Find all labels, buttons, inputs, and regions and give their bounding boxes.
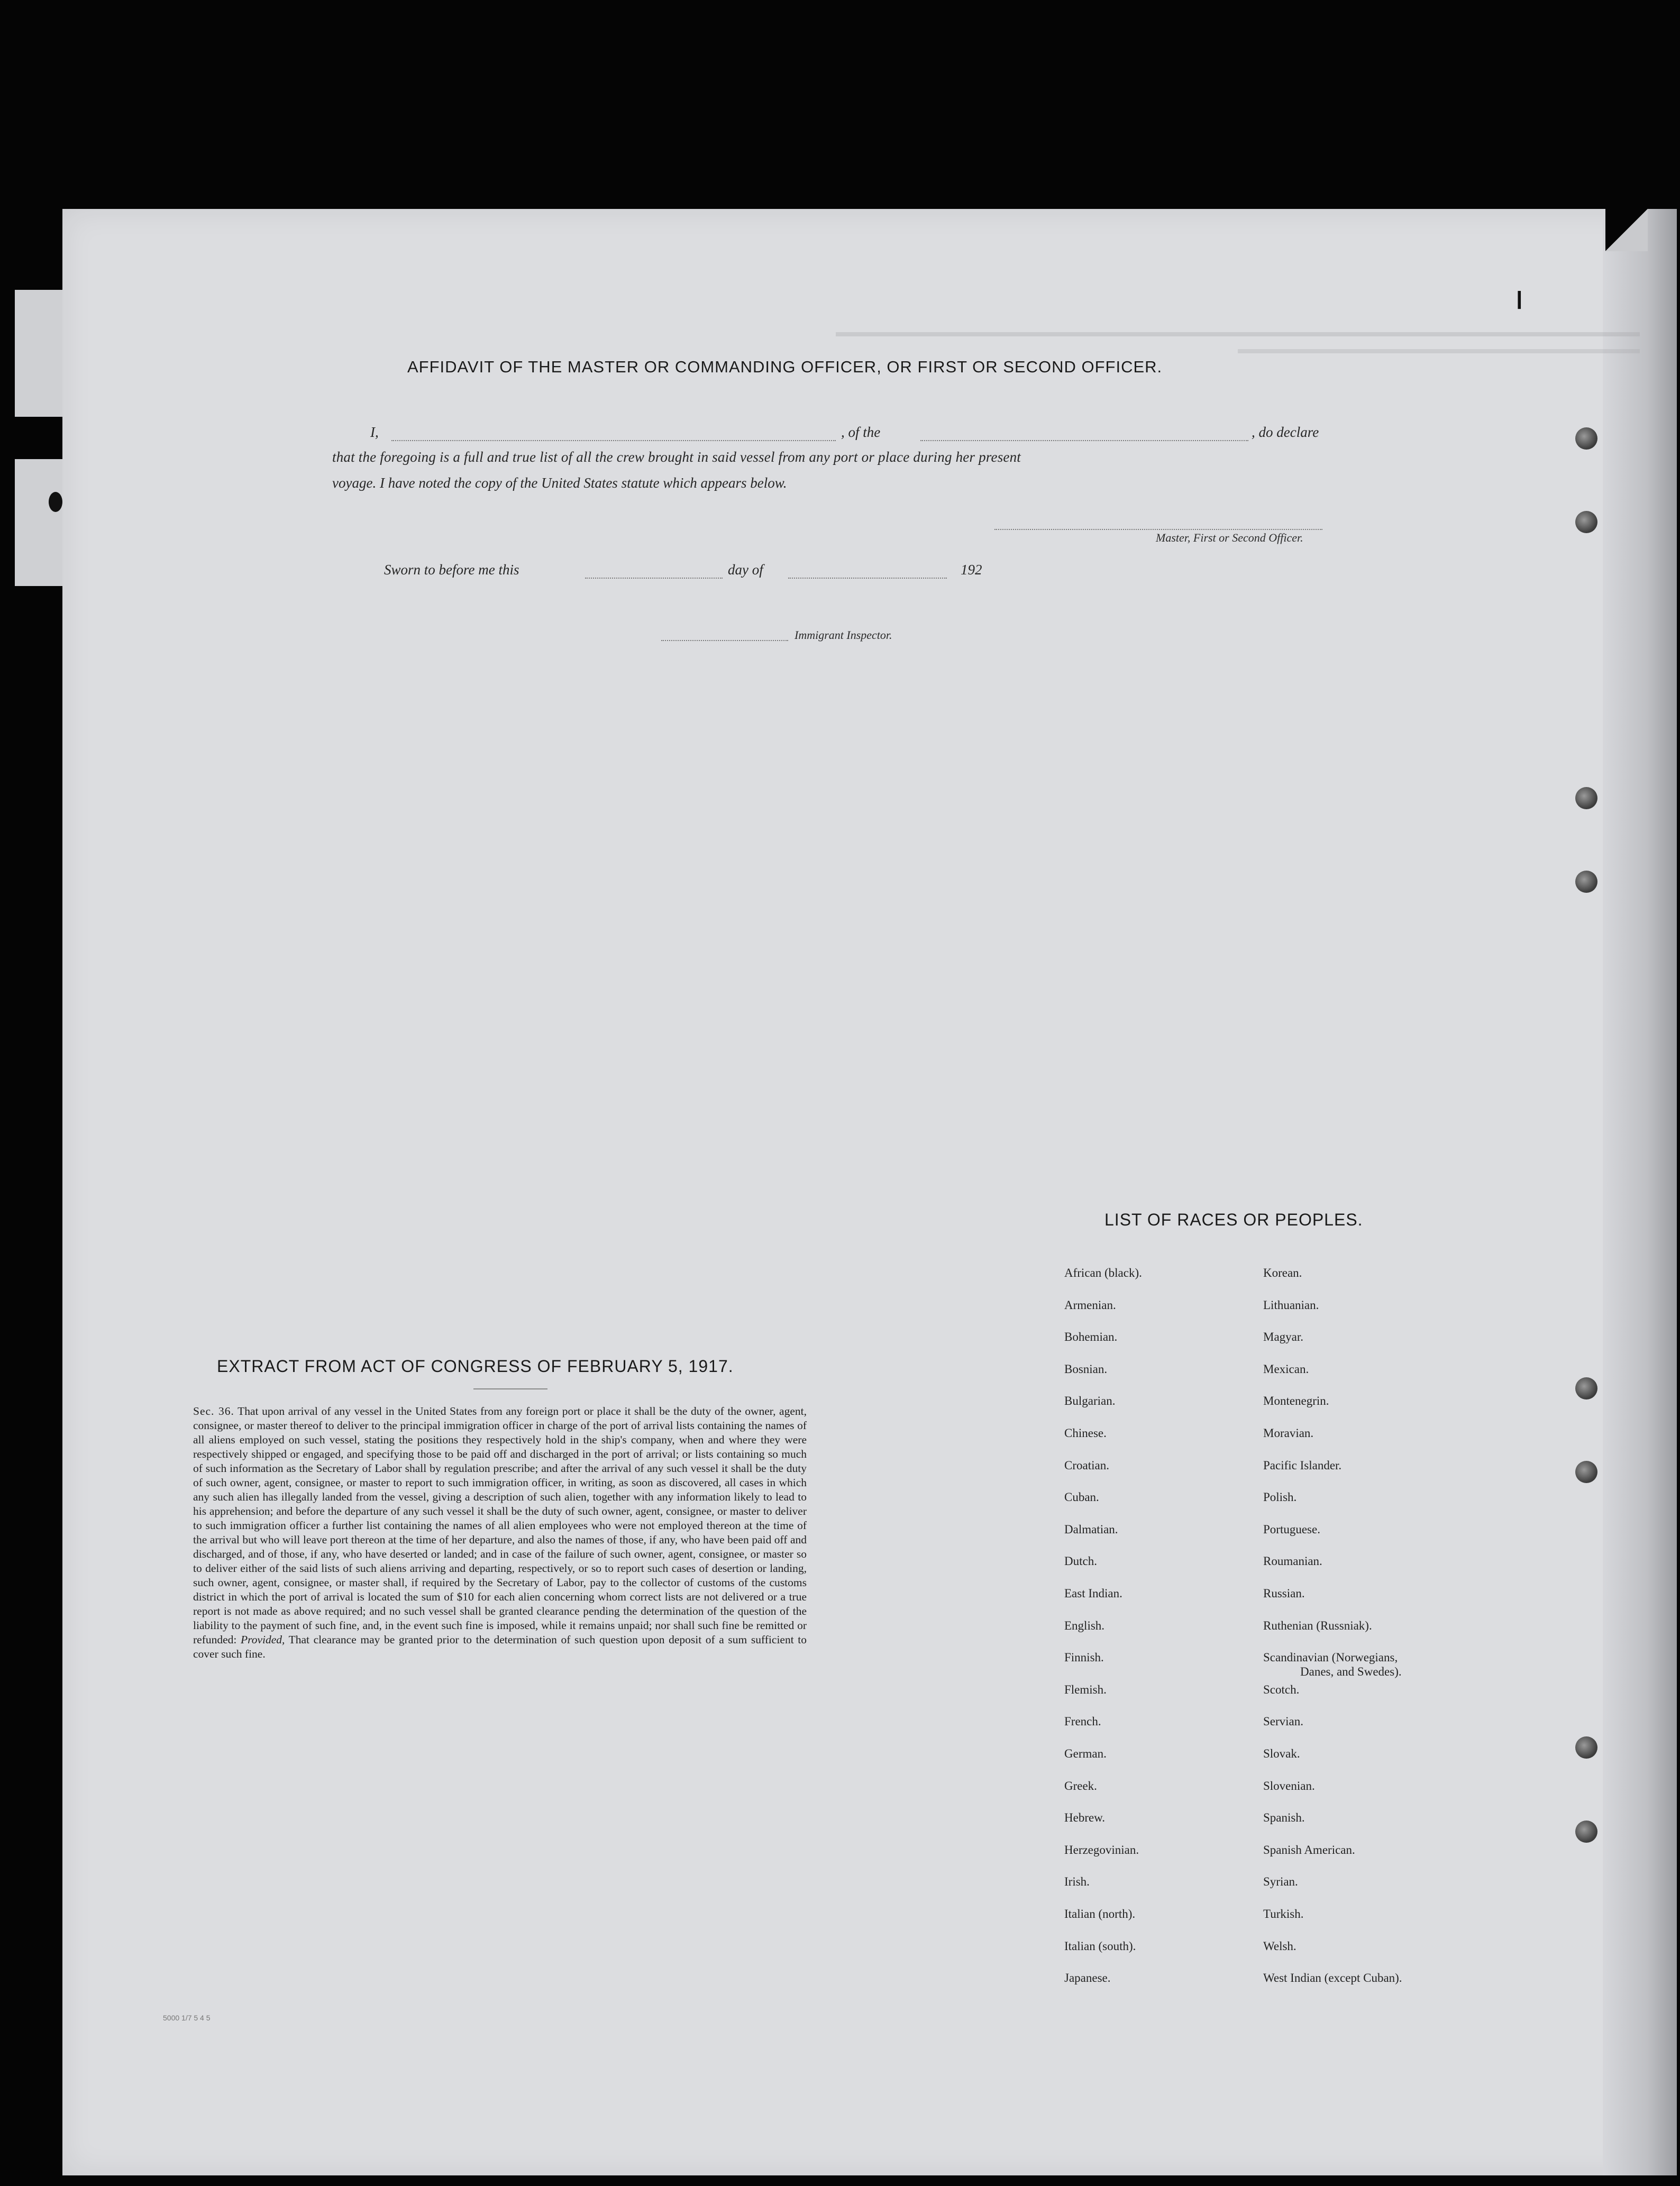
race-item-right: Syrian. (1263, 1875, 1298, 1889)
punch-hole (1575, 511, 1597, 533)
sworn-day-field[interactable] (585, 578, 723, 579)
race-item-right: Turkish. (1263, 1907, 1304, 1920)
race-item-right: Korean. (1263, 1266, 1302, 1279)
punch-hole (1575, 1377, 1597, 1400)
punch-hole (1575, 427, 1597, 450)
race-item-left: Irish. (1064, 1875, 1090, 1889)
race-item-left: Armenian. (1064, 1298, 1116, 1312)
race-item-left: Italian (north). (1064, 1907, 1136, 1920)
bracket-mark-icon: ❙ (1512, 288, 1527, 309)
race-item-left: Bohemian. (1064, 1330, 1118, 1344)
race-item-left: Cuban. (1064, 1490, 1099, 1504)
race-item-left: Italian (south). (1064, 1939, 1136, 1953)
race-item-right: Polish. (1263, 1490, 1297, 1504)
punch-hole (1575, 1461, 1597, 1483)
affidavit-i: I, (370, 424, 379, 440)
section-label: Sec. 36. (193, 1405, 234, 1417)
race-item-right: Scandinavian (Norwegians, (1263, 1651, 1398, 1664)
master-name-field[interactable] (391, 440, 836, 441)
race-item-left: Greek. (1064, 1779, 1097, 1792)
provided-word: Provided, (241, 1633, 285, 1646)
punch-hole (1575, 1736, 1597, 1759)
race-item-left: Chinese. (1064, 1426, 1107, 1440)
affidavit-title: AFFIDAVIT OF THE MASTER OR COMMANDING OFFICER, OR FIRST OR SECOND OFFICER. (407, 358, 1163, 376)
race-item-right: Moravian. (1263, 1426, 1314, 1440)
affidavit-line-2: that the foregoing is a full and true list of all the crew brought in said vessel from any port or place during her present (332, 449, 1021, 465)
page-corner-fold (1605, 209, 1648, 251)
race-item-right: Portuguese. (1263, 1522, 1320, 1536)
left-edge-tab (15, 290, 63, 417)
document-page (62, 209, 1670, 2175)
race-item-left: Hebrew. (1064, 1811, 1106, 1825)
race-item-right: Mexican. (1263, 1362, 1309, 1376)
race-item-left: English. (1064, 1618, 1105, 1632)
races-title: LIST OF RACES OR PEOPLES. (1104, 1210, 1363, 1229)
race-item-right: Spanish American. (1263, 1843, 1355, 1856)
race-item-right-continued: Danes, and Swedes). (1300, 1665, 1402, 1679)
master-signature-field[interactable] (994, 529, 1322, 530)
affidavit-declare: , do declare (1252, 424, 1319, 440)
race-item-left: Croatian. (1064, 1458, 1109, 1472)
race-item-left: German. (1064, 1747, 1107, 1760)
affidavit-of-the: , of the (841, 424, 881, 440)
punch-hole (1575, 1821, 1597, 1843)
race-item-left: Japanese. (1064, 1971, 1111, 1985)
page-edge-shadow (1603, 209, 1677, 2175)
race-item-right: Spanish. (1263, 1811, 1305, 1825)
year-text: 192 (961, 562, 982, 578)
race-item-right: Magyar. (1263, 1330, 1304, 1344)
bleed-through-band (1238, 349, 1640, 353)
extract-body (193, 1404, 807, 1661)
left-edge-tab (15, 459, 63, 586)
race-item-left: Herzegovinian. (1064, 1843, 1139, 1856)
punch-hole (1575, 871, 1597, 893)
sworn-text: Sworn to before me this (384, 562, 519, 578)
affidavit-line-3: voyage. I have noted the copy of the United States statute which appears below. (332, 475, 787, 491)
extract-body-part2: That clearance may be granted prior to the determination of such question upon deposit of a sum sufficient to cover such fine. (193, 1633, 807, 1660)
punch-hole (49, 492, 62, 512)
race-item-right: Servian. (1263, 1715, 1304, 1728)
extract-body-part1: That upon arrival of any vessel in the United States from any foreign port or place it shall be the duty of the owner, agent, consignee, or master thereof to deliver to the principal immigration officer in charge of the port of arrival lists containing the names of all aliens employed on such vessel, stating the positions they respectively hold in the ship's company, when and where they were respectively shipped or engaged, and specifying those to be paid off and discharged in the port of arrival; or lists containing so much of such information as the Secretary of Labor shall by regulation prescribe; and after the arrival of any such vessel it shall be the duty of such owner, agent, consignee, or master to report to such immigration officer, in writing, as soon as discovered, all cases in which any such alien has illegally landed from the vessel, giving a description of such alien, together with any information likely to lead to his apprehension; and before the departure of any such vessel it shall be the duty of such owner, agent, consignee, or master to deliver to such immigration officer a further list containing the names of all alien employees who were not employed thereon at the time of the arrival but who will leave port thereon at the time of her departure, and also the names of those, if any, who have been paid off and discharged, and of those, if any, who have deserted or landed; and in case of the failure of such owner, agent, consignee, or master so to deliver either of the said lists of such aliens arriving and departing, respectively, or so to report such cases of desertion or landing, such owner, agent, consignee, or master shall, if required by the Secretary of Labor, pay to the collector of customs of the customs district in which the port of arrival is located the sum of $10 for each alien concerning whom correct lists are not delivered or a true report is not made as above required; and no such vessel shall be granted clearance pending the determination of the question of the liability to the payment of such fine, and, in the event such fine is imposed, while it remains unpaid; nor shall such fine be remitted or refunded: (193, 1405, 807, 1646)
extract-title-rule (473, 1388, 547, 1389)
bleed-through-band (836, 332, 1640, 336)
day-of-text: day of (728, 562, 763, 578)
punch-hole (1575, 787, 1597, 809)
race-item-left: French. (1064, 1715, 1101, 1728)
race-item-left: Bosnian. (1064, 1362, 1108, 1376)
race-item-left: African (black). (1064, 1266, 1142, 1279)
race-item-right: West Indian (except Cuban). (1263, 1971, 1402, 1985)
race-item-right: Pacific Islander. (1263, 1458, 1342, 1472)
race-item-left: Dalmatian. (1064, 1522, 1118, 1536)
race-item-right: Montenegrin. (1263, 1394, 1329, 1408)
race-item-left: Flemish. (1064, 1682, 1107, 1696)
race-item-right: Lithuanian. (1263, 1298, 1319, 1312)
form-number: 5000 1/7 5 4 5 (163, 2014, 211, 2022)
race-item-right: Scotch. (1263, 1682, 1300, 1696)
race-item-right: Russian. (1263, 1587, 1305, 1600)
sworn-month-field[interactable] (788, 578, 947, 579)
inspector-signature-field[interactable] (661, 640, 788, 641)
inspector-caption: Immigrant Inspector. (795, 628, 892, 642)
race-item-right: Welsh. (1263, 1939, 1296, 1953)
race-item-right: Slovenian. (1263, 1779, 1315, 1792)
vessel-name-field[interactable] (920, 440, 1248, 441)
race-item-left: East Indian. (1064, 1587, 1122, 1600)
race-item-right: Ruthenian (Russniak). (1263, 1618, 1372, 1632)
race-item-left: Bulgarian. (1064, 1394, 1116, 1408)
race-item-left: Finnish. (1064, 1651, 1104, 1664)
race-item-right: Roumanian. (1263, 1554, 1322, 1568)
master-signature-caption: Master, First or Second Officer. (1156, 531, 1303, 544)
extract-title: EXTRACT FROM ACT OF CONGRESS OF FEBRUARY 5, 1917. (217, 1357, 734, 1376)
race-item-left: Dutch. (1064, 1554, 1097, 1568)
race-item-right: Slovak. (1263, 1747, 1300, 1760)
